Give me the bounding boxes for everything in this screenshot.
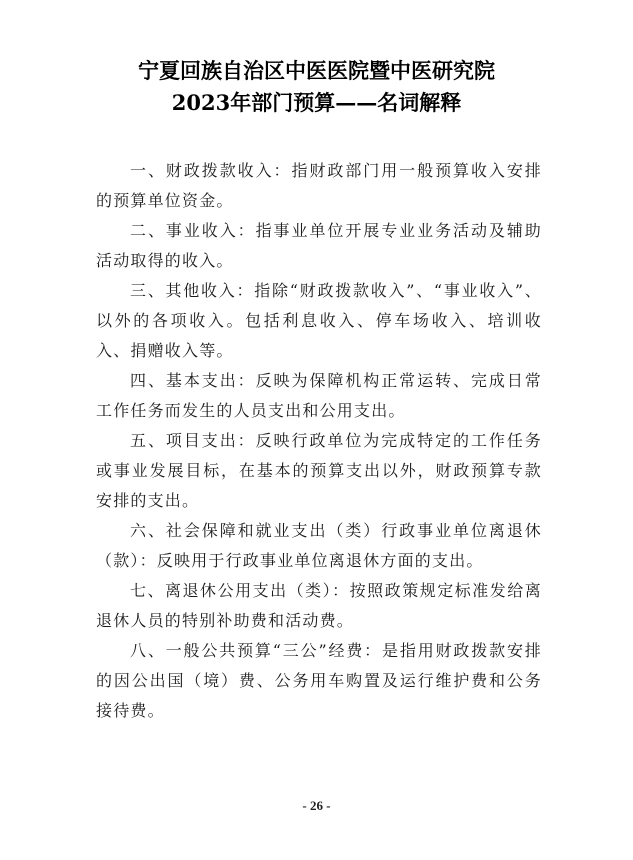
paragraph-3: 三、其他收入：指除“财政拨款收入”、“事业收入”、以外的各项收入。包括利息收入、停车场收入、培训收入、捐赠收入等。 [96, 281, 542, 360]
page-number: - 26 - [302, 798, 331, 813]
paragraph-5: 五、项目支出：反映行政单位为完成特定的工作任务或事业发展目标，在基本的预算支出以外，财政预算专款安排的支出。 [96, 431, 542, 510]
document-title-line2: 2023年部门预算——名词解释 [171, 90, 462, 115]
paragraph-6: 六、社会保障和就业支出（类）行政事业单位离退休（款）：反映用于行政事业单位离退休方面的支出。 [96, 521, 542, 570]
document-body [96, 156, 542, 726]
paragraph-2: 二、事业收入：指事业单位开展专业业务活动及辅助活动取得的收入。 [96, 221, 542, 270]
paragraph-4: 四、基本支出：反映为保障机构正常运转、完成日常工作任务而发生的人员支出和公用支出。 [96, 371, 542, 420]
paragraph-1: 一、财政拨款收入：指财政部门用一般预算收入安排的预算单位资金。 [96, 161, 542, 210]
paragraph-8: 八、一般公共预算“三公”经费：是指用财政拨款安排的因公出国（境）费、公务用车购置及运行维护费和公务接待费。 [96, 641, 542, 720]
document-title-line1: 宁夏回族自治区中医医院暨中医研究院 [138, 58, 495, 83]
paragraph-7: 七、离退休公用支出（类）：按照政策规定标准发给离退休人员的特别补助费和活动费。 [96, 581, 542, 630]
